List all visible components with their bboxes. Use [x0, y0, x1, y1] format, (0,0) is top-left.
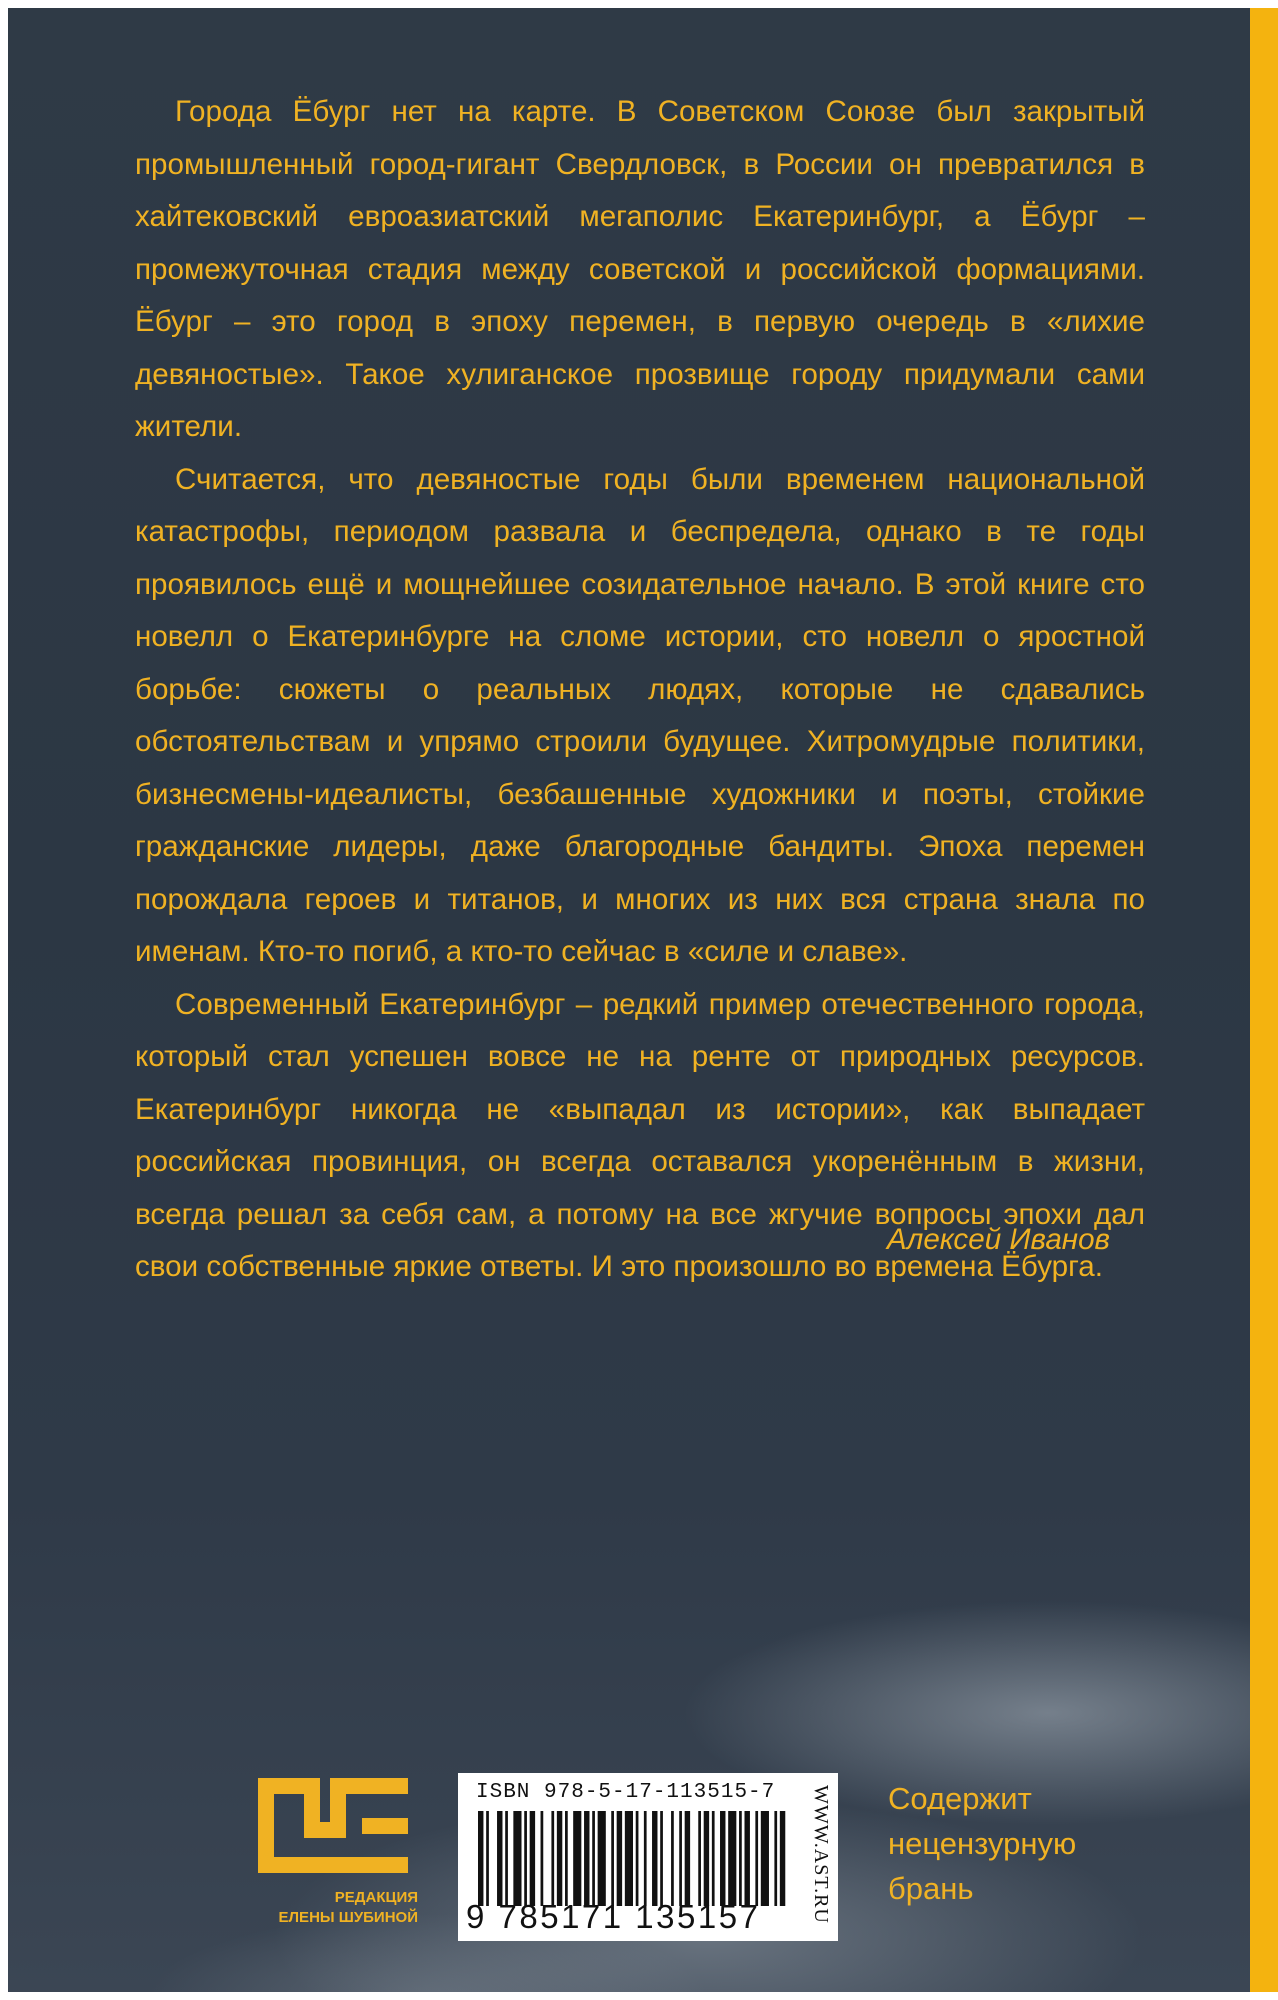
warning-line-1: Содержит [888, 1781, 1032, 1816]
warning-line-3: брань [888, 1871, 974, 1906]
back-cover [8, 8, 1250, 1992]
publisher-line-2: ЕЛЕНЫ ШУБИНОЙ [278, 1909, 418, 1926]
barcode-panel [458, 1773, 838, 1941]
warning-line-2: нецензурную [888, 1826, 1077, 1861]
publisher-name [248, 1888, 418, 1928]
author-name: Алексей Иванов [886, 1223, 1110, 1256]
paragraph-1: Города Ёбург нет на карте. В Советском Союзе был закрытый промышленный город-гигант Свердловск, в России он превратился в хайтековский евроазиатский мегаполис Екатеринбург, а Ёбург – промежуточная стадия между советской и российской формациями. Ёбург – это город в эпоху перемен, в первую очередь в «лихие девяностые». Такое хулиганское прозвище городу придумали сами жители. [135, 95, 1145, 443]
publisher-logo-icon [258, 1778, 408, 1873]
spine-edge [1250, 8, 1278, 1992]
paragraph-3: Современный Екатеринбург – редкий пример отечественного города, который стал успешен вовсе не на ренте от природных ресурсов. Екатеринбург никогда не «выпадал из истории», как выпадает российская провинция, он всегда оставался укоренённым в жизни, всегда решал за себя сам, а потому на все жгучие вопросы эпохи дал свои собственные яркие ответы. И это произошло во времена Ёбурга. [135, 987, 1145, 1283]
paragraph-2: Считается, что девяностые годы были временем национальной катастрофы, периодом развала и беспредела, однако в те годы проявилось ещё и мощнейшее созидательное начало. В этой книге сто новелл о Екатеринбурге на сломе истории, сто новелл о яростной борьбе: сюжеты о реальных людях, которые не сдавались обстоятельствам и упрямо строили будущее. Хитромудрые политики, бизнесмены-идеалисты, безбашенные художники и поэты, стойкие гражданские лидеры, даже благородные бандиты. Эпоха перемен порождала героев и титанов, и многих из них вся страна знала по именам. Кто-то погиб, а кто-то сейчас в «силе и славе». [135, 462, 1145, 968]
content-warning [888, 1776, 1088, 1911]
publisher-website: WWW.AST.RU [810, 1784, 832, 1924]
barcode-icon [478, 1811, 788, 1906]
annotation-text [135, 86, 1145, 1294]
barcode-digits: 9 785171 135157 [466, 1898, 761, 1935]
isbn-label: ISBN 978-5-17-113515-7 [476, 1781, 776, 1804]
publisher-line-1: РЕДАКЦИЯ [334, 1889, 418, 1906]
